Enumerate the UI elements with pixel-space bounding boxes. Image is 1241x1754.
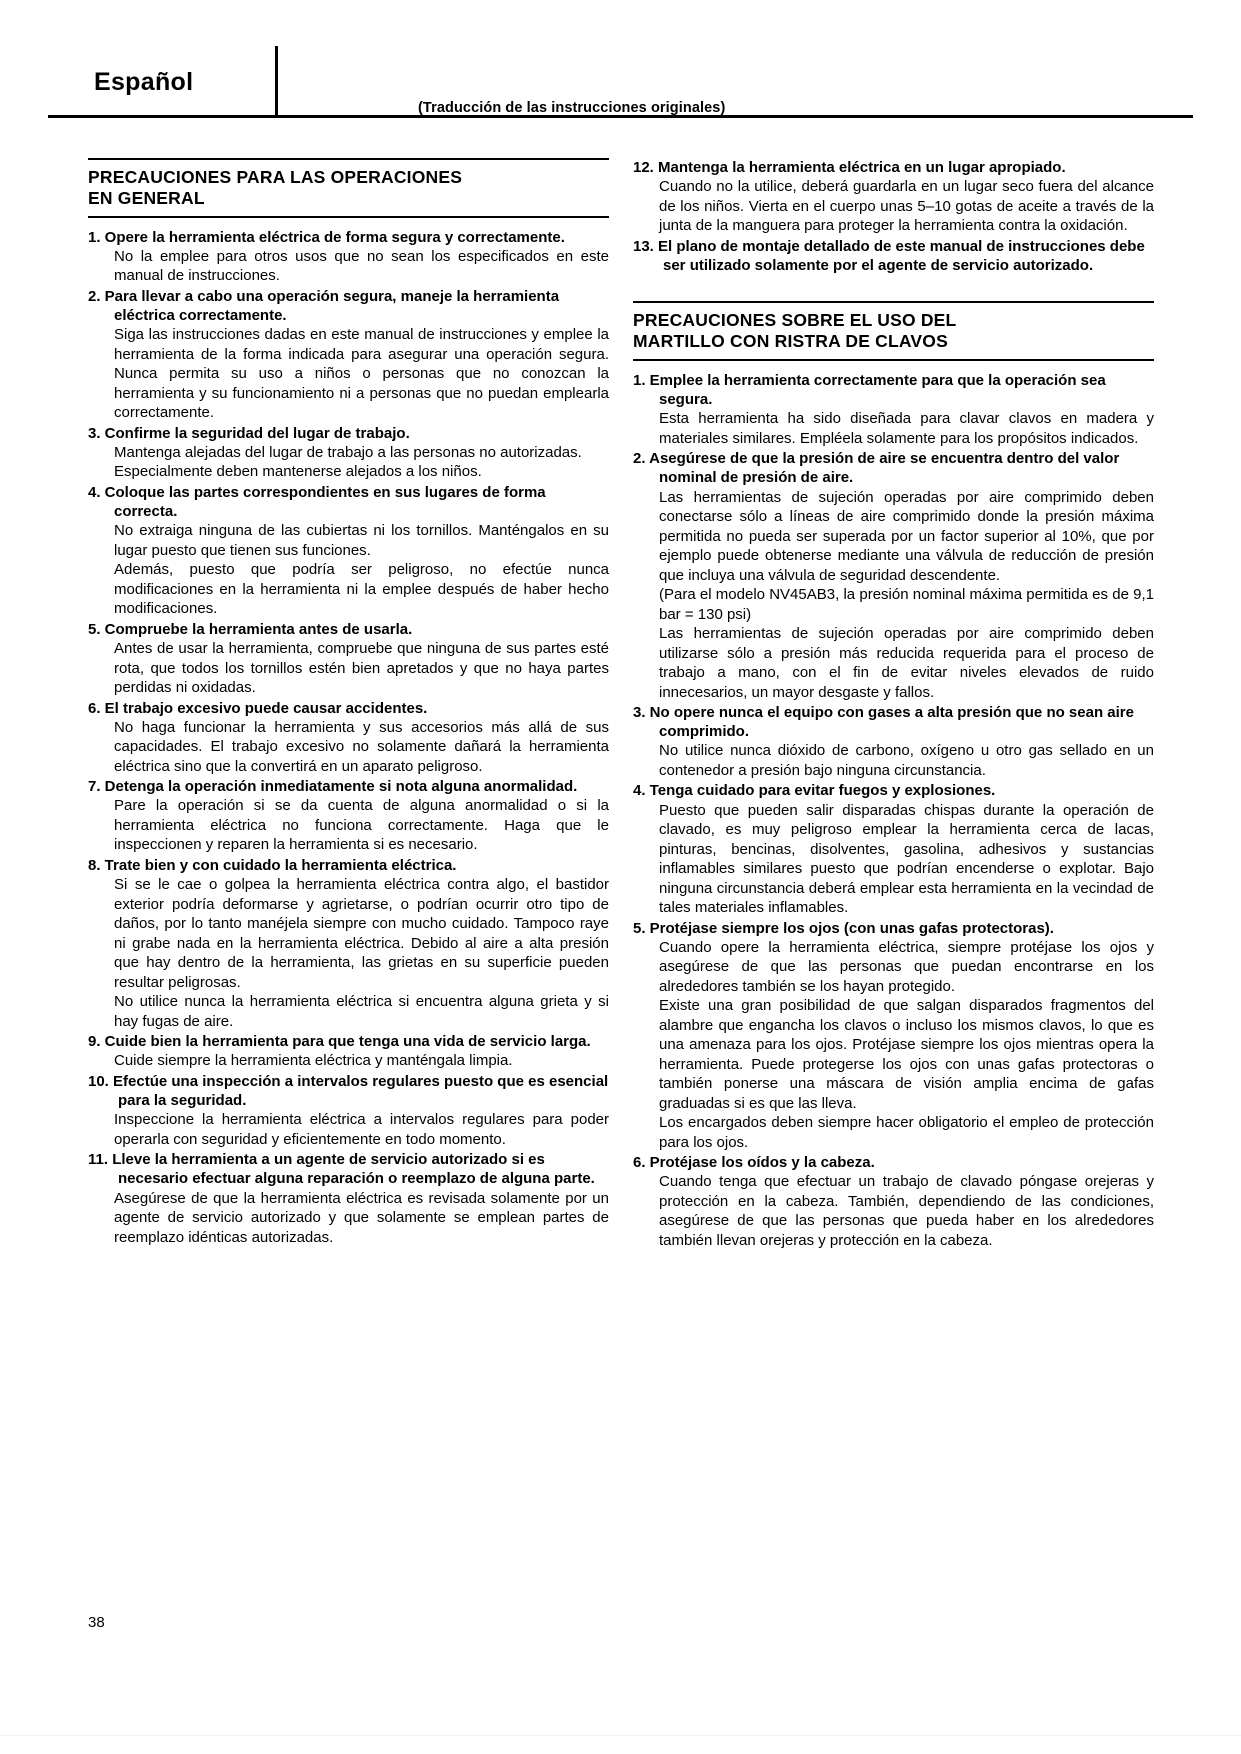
list-item-heading: 3. Confirme la seguridad del lugar de trabajo. xyxy=(88,424,410,442)
list-item-paragraph: Mantenga alejadas del lugar de trabajo a las personas no autorizadas. xyxy=(114,443,582,461)
list-item-paragraph: No utilice nunca la herramienta eléctrica si encuentra alguna grieta y si hay fugas de aire. xyxy=(114,993,609,1030)
list-item-heading: 2. Para llevar a cabo una operación segura, maneje la herramienta eléctrica correctamente. xyxy=(88,287,560,325)
list-item-heading: 4. Coloque las partes correspondientes en sus lugares de forma correcta. xyxy=(88,483,546,521)
list-item-paragraph: Inspeccione la herramienta eléctrica a intervalos regulares para poder operarla con seguridad y eficientemente en todo momento. xyxy=(114,1111,609,1148)
list-item-heading: 1. Opere la herramienta eléctrica de forma segura y correctamente. xyxy=(88,228,565,246)
list-item xyxy=(88,1150,609,1247)
list-item xyxy=(88,856,609,1031)
list-item xyxy=(633,919,1154,1153)
list-item xyxy=(88,287,609,423)
list-item-paragraph: Puesto que pueden salir disparadas chispas durante la operación de clavado, es muy peligroso emplear la herramienta cerca de lacas, pinturas, bencinas, disolventes, gasolina, adhesivos y sustancias inflamables similares puesto que podrían encenderse o explotar. Bajo ninguna circunstancia deberá emplear esta herramienta en la vecindad de tales materiales inflamables. xyxy=(659,801,1154,917)
list-item-heading: 4. Tenga cuidado para evitar fuegos y explosiones. xyxy=(633,782,996,800)
list-item-paragraph: (Para el modelo NV45AB3, la presión nominal máxima permitida es de 9,1 bar = 130 psi) xyxy=(659,586,1154,623)
left-column-items xyxy=(88,228,609,1247)
list-item-paragraph: Esta herramienta ha sido diseñada para clavar clavos en madera y materiales similares. Empléela solamente para los propósitos indicados. xyxy=(659,410,1154,447)
list-item-heading: 7. Detenga la operación inmediatamente si nota alguna anormalidad. xyxy=(88,778,578,796)
list-item-heading: 6. Protéjase los oídos y la cabeza. xyxy=(633,1154,875,1172)
section-heading-general-precautions: PRECAUCIONES PARA LAS OPERACIONES EN GENERAL xyxy=(88,158,609,218)
list-item-paragraph: Pare la operación si se da cuenta de alguna anormalidad o si la herramienta eléctrica no funciona correctamente. Haga que le inspeccionen y reparen la herramienta si es necesario. xyxy=(114,797,609,854)
list-item xyxy=(633,703,1154,780)
right-column xyxy=(633,158,1154,1251)
right-column-items-top xyxy=(633,158,1154,275)
right-column-items xyxy=(633,371,1154,1251)
list-item xyxy=(88,1072,609,1149)
list-item-heading: 12. Mantenga la herramienta eléctrica en un lugar apropiado. xyxy=(633,159,1066,176)
list-item-paragraph: Cuide siempre la herramienta eléctrica y manténgala limpia. xyxy=(114,1052,513,1070)
list-item-heading: 13. El plano de montaje detallado de este manual de instrucciones debe ser utilizado solamente por el agente de servicio autorizado. xyxy=(633,237,1145,274)
page-number: 38 xyxy=(88,1614,105,1631)
list-item-paragraph: Existe una gran posibilidad de que salgan disparados fragmentos del alambre que engancha los clavos o incluso los mismos clavos, lo que es una amenaza para los ojos. Protéjase siempre los ojos mientras opera la herramienta. Puede protegerse los ojos con unas gafas protectoras o también ponerse una máscara de visión amplia encima de gafas graduadas si es que las lleva. xyxy=(659,997,1154,1112)
list-item xyxy=(88,424,609,482)
list-item-paragraph: No la emplee para otros usos que no sean los especificados en este manual de instrucciones. xyxy=(114,247,609,285)
list-item-paragraph: No haga funcionar la herramienta y sus accesorios más allá de sus capacidades. El trabajo excesivo no solamente dañará la herramienta eléctrica sino que la convertirá en un aparato peligroso. xyxy=(114,718,609,775)
list-item-paragraph: Cuando opere la herramienta eléctrica, siempre protéjase los ojos y asegúrese de que las personas que puedan encontrarse en los alrededores también se los hayan protegido. xyxy=(659,938,1154,995)
list-item-paragraph: Siga las instrucciones dadas en este manual de instrucciones y emplee la herramienta de la forma indicada para asegurar una operación segura. Nunca permita su uso a niños o personas que no conozcan la herramienta y su funcionamiento ni a personas que no puedan emplearla correctamente. xyxy=(114,326,609,422)
list-item-heading: 1. Emplee la herramienta correctamente para que la operación sea segura. xyxy=(633,371,1106,408)
list-item xyxy=(633,781,1154,917)
translation-note: (Traducción de las instrucciones originales) xyxy=(418,100,726,116)
section-heading-nailer-precautions: PRECAUCIONES SOBRE EL USO DEL MARTILLO CON RISTRA DE CLAVOS xyxy=(633,301,1154,361)
list-item-heading: 6. El trabajo excesivo puede causar accidentes. xyxy=(88,699,428,717)
list-item xyxy=(88,620,609,698)
list-item-heading: 5. Protéjase siempre los ojos (con unas gafas protectoras). xyxy=(633,919,1054,937)
language-title: Español xyxy=(94,68,194,96)
list-item xyxy=(88,483,609,619)
list-item-paragraph: Antes de usar la herramienta, compruebe que ninguna de sus partes esté rota, que todos los tornillos estén bien apretados y que no haya partes perdidas ni oxidadas. xyxy=(114,640,609,696)
list-item xyxy=(88,1032,609,1071)
list-item xyxy=(633,449,1154,702)
list-item-paragraph: Cuando tenga que efectuar un trabajo de clavado póngase orejeras y protección en la cabeza. También, dependiendo de las condiciones, asegúrese de que las personas que pueda haber en los alrededores también llevan orejeras y protección en la cabeza. xyxy=(659,1173,1154,1249)
list-item-heading: 5. Compruebe la herramienta antes de usarla. xyxy=(88,620,413,638)
list-item-paragraph: Además, puesto que podría ser peligroso, no efectúe nunca modificaciones en la herramienta ni la emplee después de haber hecho modificaciones. xyxy=(114,561,609,618)
list-item-paragraph: Asegúrese de que la herramienta eléctrica es revisada solamente por un agente de servicio autorizado y que solamente se emplean partes de reemplazo idénticas autorizadas. xyxy=(114,1189,609,1246)
scan-edge xyxy=(0,1735,1241,1754)
list-item xyxy=(633,1153,1154,1250)
list-item-paragraph: Las herramientas de sujeción operadas por aire comprimido deben conectarse sólo a líneas de aire comprimido donde la presión máxima permitida no pueda ser superada por un factor superior al 10%, que por ejemplo puede obtenerse mediante una válvula de reducción de presión que incluya una válvula de seguridad descendente. xyxy=(659,488,1154,584)
list-item xyxy=(633,237,1154,275)
header-rule xyxy=(278,115,1193,118)
list-item-paragraph: Especialmente deben mantenerse alejados a los niños. xyxy=(114,463,482,481)
list-item-heading: 10. Efectúe una inspección a intervalos regulares puesto que es esencial para la seguridad. xyxy=(88,1072,609,1109)
list-item-paragraph: No utilice nunca dióxido de carbono, oxígeno u otro gas sellado en un contenedor a presión bajo ninguna circunstancia. xyxy=(659,742,1154,779)
list-item-paragraph: Cuando no la utilice, deberá guardarla en un lugar seco fuera del alcance de los niños. Vierta en el cuerpo unas 5–10 gotas de aceite a través de la junta de la manguera para proteger la herramienta contra la oxidación. xyxy=(659,178,1154,235)
list-item xyxy=(88,777,609,855)
list-item-paragraph: Los encargados deben siempre hacer obligatorio el empleo de protección para los ojos. xyxy=(659,1114,1154,1151)
list-item-heading: 8. Trate bien y con cuidado la herramienta eléctrica. xyxy=(88,856,457,874)
list-item xyxy=(88,699,609,777)
list-item-heading: 3. No opere nunca el equipo con gases a alta presión que no sean aire comprimido. xyxy=(633,704,1134,741)
list-item xyxy=(88,228,609,286)
list-item-paragraph: Si se le cae o golpea la herramienta eléctrica contra algo, el bastidor exterior podría deformarse y agrietarse, o podrían ocurrir otro tipo de daños, por lo tanto manéjela siempre con mucho cuidado. Tampoco raye ni grabe nada en la herramienta eléctrica. Debido al aire a alta presión que hay dentro de la herramienta, las grietas en su superficie pueden resultar peligrosas. xyxy=(114,876,609,991)
list-item-heading: 2. Asegúrese de que la presión de aire se encuentra dentro del valor nominal de presión de aire. xyxy=(633,450,1120,487)
list-item xyxy=(633,158,1154,236)
list-item-heading: 11. Lleve la herramienta a un agente de servicio autorizado si es necesario efectuar alguna reparación o reemplazo de alguna parte. xyxy=(88,1151,595,1188)
list-item xyxy=(633,371,1154,448)
list-item-paragraph: No extraiga ninguna de las cubiertas ni los tornillos. Manténgalos en su lugar puesto que tienen sus funciones. xyxy=(114,522,609,559)
list-item-paragraph: Las herramientas de sujeción operadas por aire comprimido deben utilizarse sólo a presión más reducida requerida para el proceso de trabajo a mano, con el fin de evitar niveles elevados de ruido innecesarios, un mayor desgaste y fallos. xyxy=(659,625,1154,701)
left-column xyxy=(88,158,609,1248)
list-item-heading: 9. Cuide bien la herramienta para que tenga una vida de servicio larga. xyxy=(88,1033,591,1051)
